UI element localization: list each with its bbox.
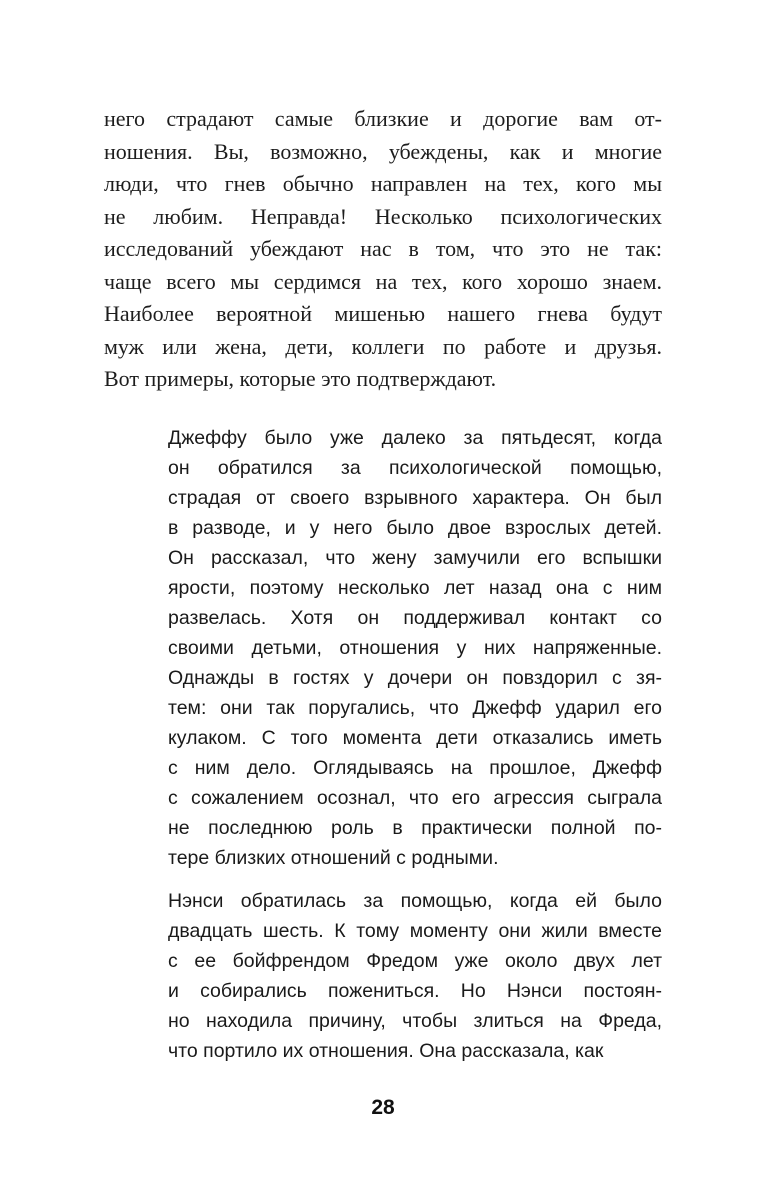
body-paragraph	[104, 103, 662, 396]
text-line: люди, что гнев обычно направлен на тех, кого мы	[104, 171, 662, 196]
text-line: что портило их отношения. Она рассказала, как	[168, 1040, 604, 1062]
text-line: Джеффу было уже далеко за пятьдесят, когда	[168, 427, 662, 449]
example-block-jeff	[168, 423, 662, 873]
text-line: не последнюю роль в практически полной по-	[168, 817, 662, 839]
text-line: с ним дело. Оглядываясь на прошлое, Джефф	[168, 757, 662, 779]
text-line: с сожалением осознал, что его агрессия сыграла	[168, 787, 662, 809]
text-line: двадцать шесть. К тому моменту они жили вместе	[168, 920, 662, 942]
text-line: Вот примеры, которые это подтверждают.	[104, 366, 497, 391]
text-line: тем: они так поругались, что Джефф ударил его	[168, 697, 662, 719]
text-line: чаще всего мы сердимся на тех, кого хорошо знаем.	[104, 268, 662, 294]
text-line: тере близких отношений с родными.	[168, 847, 499, 869]
text-line: ношения. Вы, возможно, убеждены, как и многие	[104, 138, 662, 164]
text-line: своими детьми, отношения у них напряженные.	[168, 637, 662, 659]
text-line: него страдают самые близкие и дорогие вам от-	[104, 106, 662, 131]
text-line: он обратился за психологической помощью,	[168, 457, 662, 479]
text-line: Наиболее вероятной мишенью нашего гнева будут	[104, 301, 662, 326]
text-line: кулаком. С того момента дети отказались иметь	[168, 727, 662, 749]
text-line: Нэнси обратилась за помощью, когда ей было	[168, 890, 662, 912]
example-block-nancy	[168, 886, 662, 1066]
text-line: но находила причину, чтобы злиться на Фреда,	[168, 1010, 662, 1032]
text-line: исследований убеждают нас в том, что это не так:	[104, 236, 662, 261]
text-line: в разводе, и у него было двое взрослых детей.	[168, 517, 662, 539]
page-number: 28	[371, 1096, 395, 1119]
text-line: страдая от своего взрывного характера. Он был	[168, 487, 662, 509]
text-line: муж или жена, дети, коллеги по работе и друзья.	[104, 333, 662, 359]
text-line: Однажды в гостях у дочери он повздорил с зя-	[168, 667, 662, 689]
text-line: Он рассказал, что жену замучили его вспышки	[168, 547, 662, 569]
text-line: не любим. Неправда! Несколько психологических	[104, 203, 662, 229]
text-line: развелась. Хотя он поддерживал контакт со	[168, 607, 662, 629]
text-line: с ее бойфрендом Фредом уже около двух лет	[168, 950, 662, 972]
text-line: ярости, поэтому несколько лет назад она с ним	[168, 577, 662, 599]
text-line: и собирались пожениться. Но Нэнси постоян-	[168, 980, 662, 1002]
